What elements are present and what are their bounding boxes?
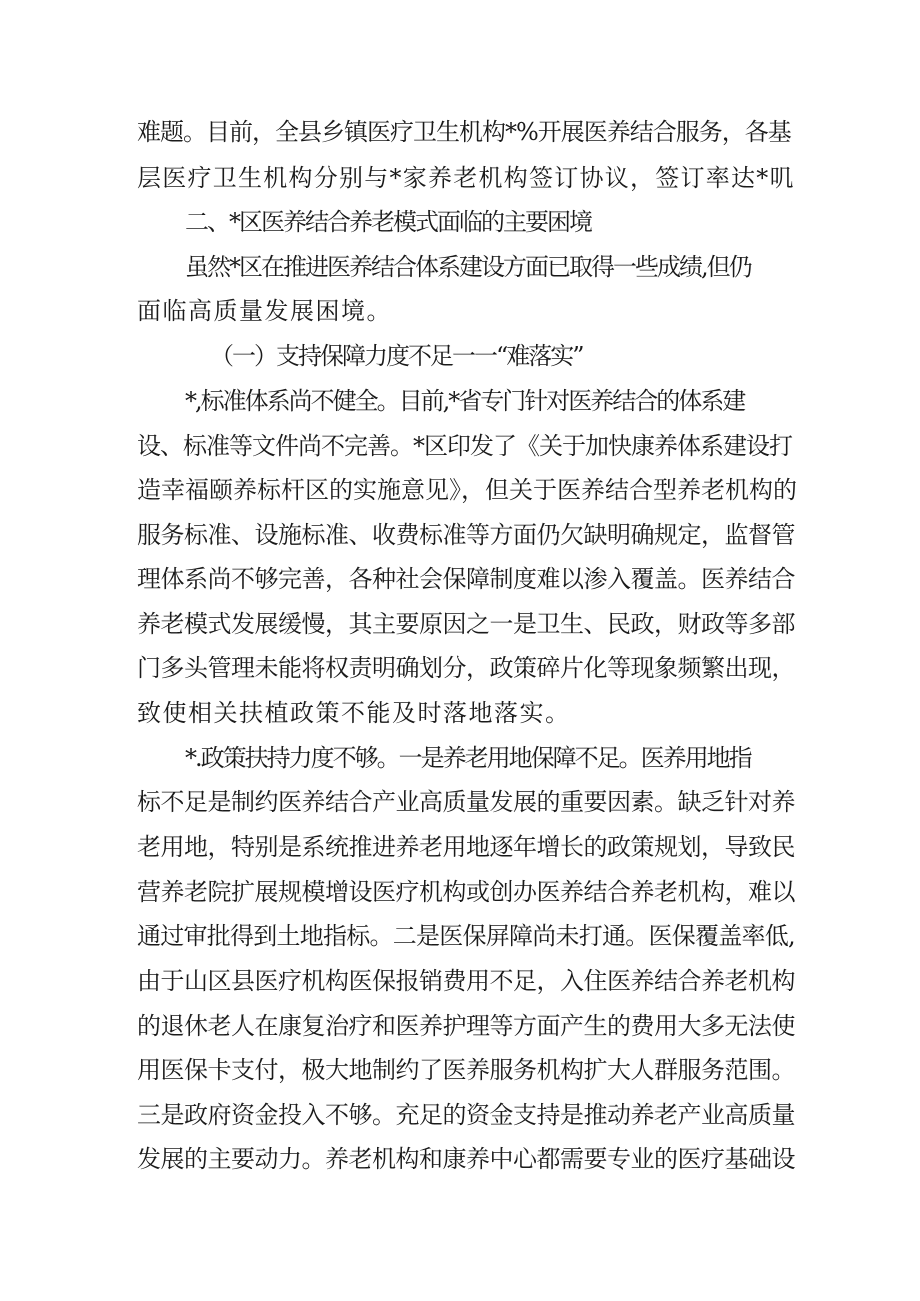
body-line: 通过审批得到土地指标。二是医保屏障尚未打通。医保覆盖率低, — [137, 922, 795, 950]
body-line: 设、标准等文件尚不完善。*区印发了《关于加快康养体系建设打 — [137, 432, 792, 460]
body-line: 难题。目前，全县乡镇医疗卫生机构*%开展医养结合服务，各基 — [137, 118, 791, 146]
body-line: *.政策扶持力度不够。一是养老用地保障不足。医养用地指 — [185, 744, 751, 772]
body-line: 养老模式发展缓慢，其主要原因之一是卫生、民政，财政等多部 — [137, 610, 795, 638]
body-line: 门多头管理未能将权责明确划分，政策碎片化等现象频繁出现， — [137, 654, 795, 682]
body-line: 用医保卡支付，极大地制约了医养服务机构扩大人群服务范围。 — [137, 1056, 795, 1084]
body-line: 老用地，特别是系统推进养老用地逐年增长的政策规划，导致民 — [137, 833, 795, 861]
body-line: 由于山区县医疗机构医保报销费用不足，入住医养结合养老机构 — [137, 967, 795, 995]
section-heading: 二、*区医养结合养老模式面临的主要困境 — [185, 208, 591, 236]
subsection-heading: （一）支持保障力度不足一一“难落实” — [210, 342, 583, 370]
body-line: 面临高质量发展困境。 — [137, 297, 392, 325]
body-line: 发展的主要动力。养老机构和康养中心都需要专业的医疗基础设 — [137, 1145, 795, 1173]
body-line: 层医疗卫生机构分别与*家养老机构签订协议，签订率达*叽 — [137, 164, 795, 192]
body-line: *,标准体系尚不健全。目前,*省专门针对医养结合的体系建 — [185, 387, 745, 415]
body-line: 三是政府资金投入不够。充足的资金支持是推动养老产业高质量 — [137, 1101, 795, 1129]
body-line: 标不足是制约医养结合产业高质量发展的重要因素。缺乏针对养 — [137, 788, 795, 816]
body-line: 虽然*区在推进医养结合体系建设方面已取得一些成绩,但仍 — [185, 253, 751, 281]
body-line: 营养老院扩展规模增设医疗机构或创办医养结合养老机构，难以 — [137, 878, 795, 906]
body-line: 服务标准、设施标准、收费标准等方面仍欠缺明确规定，监督管 — [137, 521, 795, 549]
body-line: 理体系尚不够完善，各种社会保障制度难以渗入覆盖。医养结合 — [137, 565, 795, 593]
body-line: 致使相关扶植政策不能及时落地落实。 — [137, 699, 571, 727]
body-line: 造幸福颐养标杆区的实施意见》，但关于医养结合型养老机构的 — [137, 476, 797, 504]
body-line: 的退休老人在康复治疗和医养护理等方面产生的费用大多无法使 — [137, 1012, 795, 1040]
